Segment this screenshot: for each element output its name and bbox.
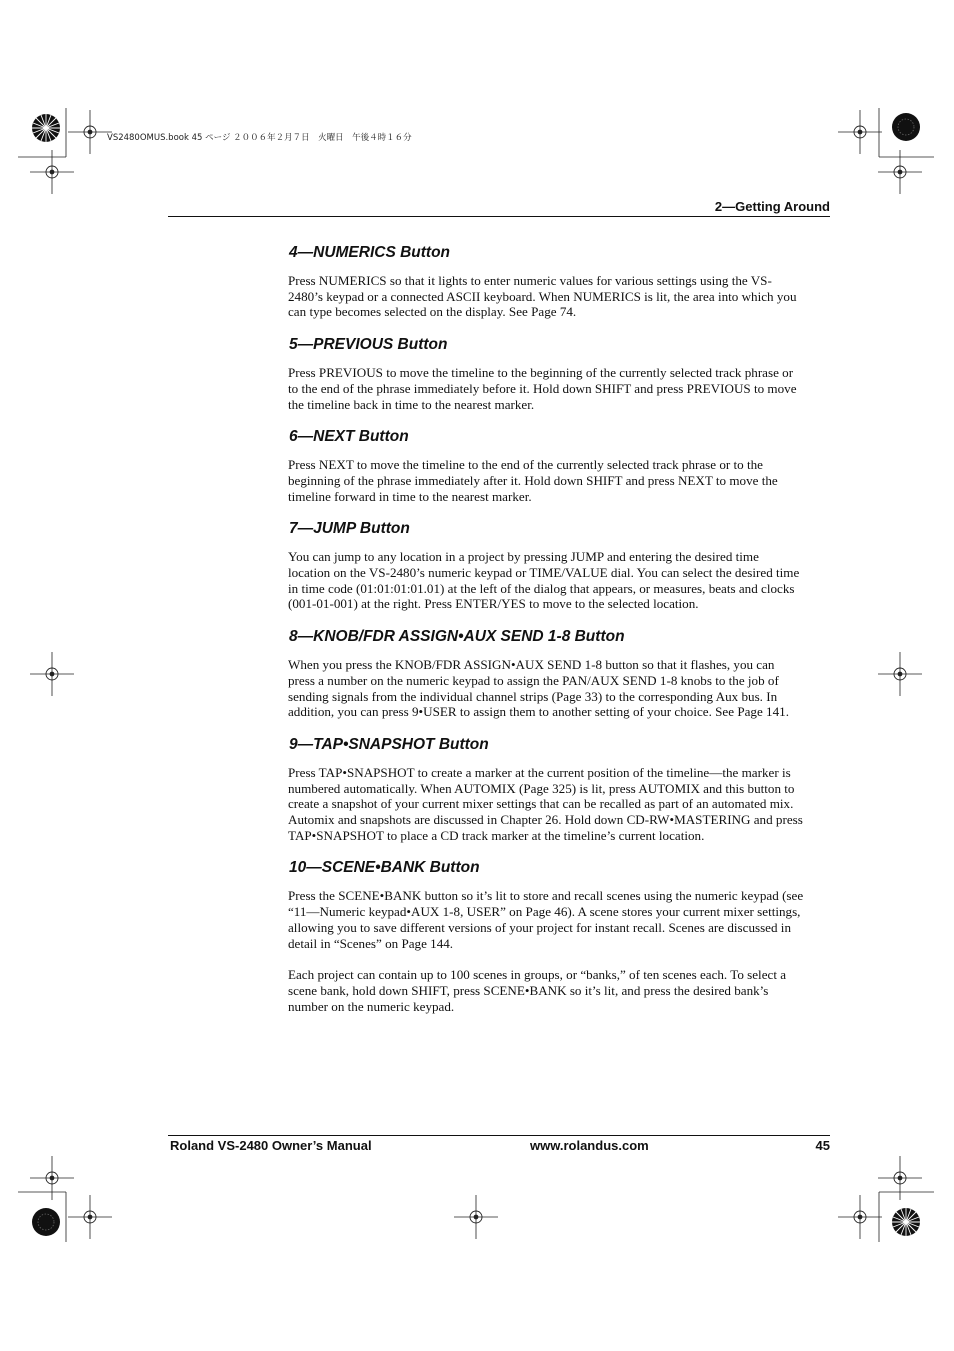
- body-paragraph: Each project can contain up to 100 scenes in groups, or “banks,” of ten scenes each. To select a scene bank, hold down SHIFT, press SCENE•BANK so it’s lit, and press the desired bank’s number on the numeric keypad.: [288, 967, 787, 1014]
- section-previous: [288, 334, 804, 412]
- footer-manual-title: Roland VS-2480 Owner’s Manual: [170, 1138, 372, 1153]
- body-paragraph: Press the SCENE•BANK button so it’s lit to store and recall scenes using the numeric keypad (see “11—Numeric keypad•AUX 1-8, USER” on Page 46). A scene stores your current mixer settings, allowing you to save different versions of your project for instant recall. Scenes are discussed in detail in “Scenes” on Page 144.: [288, 888, 804, 951]
- section-tap-snapshot: [288, 734, 804, 844]
- section-scene-bank: [288, 857, 804, 1014]
- running-header: 2—Getting Around: [714, 199, 830, 214]
- section-next: [288, 426, 804, 504]
- footer-rule: [168, 1135, 830, 1136]
- section-heading: 6—NEXT Button: [289, 428, 409, 446]
- section-numerics: [288, 242, 804, 320]
- section-heading: 8—KNOB/FDR ASSIGN•AUX SEND 1-8 Button: [289, 628, 625, 646]
- section-heading: 4—NUMERICS Button: [289, 244, 451, 261]
- body-paragraph: Press NEXT to move the timeline to the end of the currently selected track phrase or to the beginning of the phrase immediately after it. Hold down SHIFT and press NEXT to move the timeline forward in time to the nearest marker.: [288, 457, 778, 504]
- body-paragraph: When you press the KNOB/FDR ASSIGN•AUX SEND 1-8 button so that it flashes, you can press a number on the numeric keypad to assign the PAN/AUX SEND 1-8 knobs to the job of sending signals from the individual channel strips (Page 33) to the corresponding Aux bus. In addition, you can press 9•USER to assign them to another setting of your choice. See Page 141.: [288, 657, 789, 720]
- section-heading: 9—TAP•SNAPSHOT Button: [289, 735, 489, 753]
- body-paragraph: Press TAP•SNAPSHOT to create a marker at the current position of the timeline—the marker is numbered automatically. When AUTOMIX (Page 325) is lit, press AUTOMIX and this button to create a snapshot of your current mixer settings that can be recalled as part of an automated mix. Automix and snapshots are discussed in Chapter 26. Hold down CD-RW•MASTERING and press TAP•SNAPSHOT to place a CD track marker at the timeline’s current location.: [288, 764, 803, 843]
- body-paragraph: Press PREVIOUS to move the timeline to the beginning of the currently selected track phrase or to the end of the phrase immediately before it. Hold down SHIFT and press PREVIOUS to move the timeline back in time to the nearest marker.: [288, 365, 797, 412]
- section-heading: 10—SCENE•BANK Button: [289, 859, 480, 877]
- section-heading: 5—PREVIOUS Button: [289, 336, 448, 354]
- page-number: 45: [815, 1138, 830, 1153]
- section-heading: 7—JUMP Button: [289, 520, 410, 538]
- body-paragraph: You can jump to any location in a project by pressing JUMP and entering the desired time location on the VS-2480’s numeric keypad or TIME/VALUE dial. You can select the desired time in time code (01:01:01:01.01) at the left of the dialog that appears, or measures, beats and clocks (001-01-001) at the right. Press ENTER/YES to move to the selected location.: [288, 549, 800, 612]
- body-paragraph: Press NUMERICS so that it lights to enter numeric values for various settings using the VS-2480’s keypad or a connected ASCII keyboard. When NUMERICS is lit, the area into which you can type becomes selected on the display. See Page 74.: [288, 273, 797, 320]
- section-jump: [288, 518, 804, 612]
- page-content: [288, 242, 804, 1028]
- section-knob-fdr-assign: [288, 626, 804, 720]
- footer-website-link[interactable]: www.rolandus.com: [530, 1138, 649, 1153]
- print-slug: VS2480OMUS.book 45 ページ ２００６年２月７日 火曜日 午後４時１６分: [107, 133, 412, 143]
- header-rule: [168, 216, 830, 217]
